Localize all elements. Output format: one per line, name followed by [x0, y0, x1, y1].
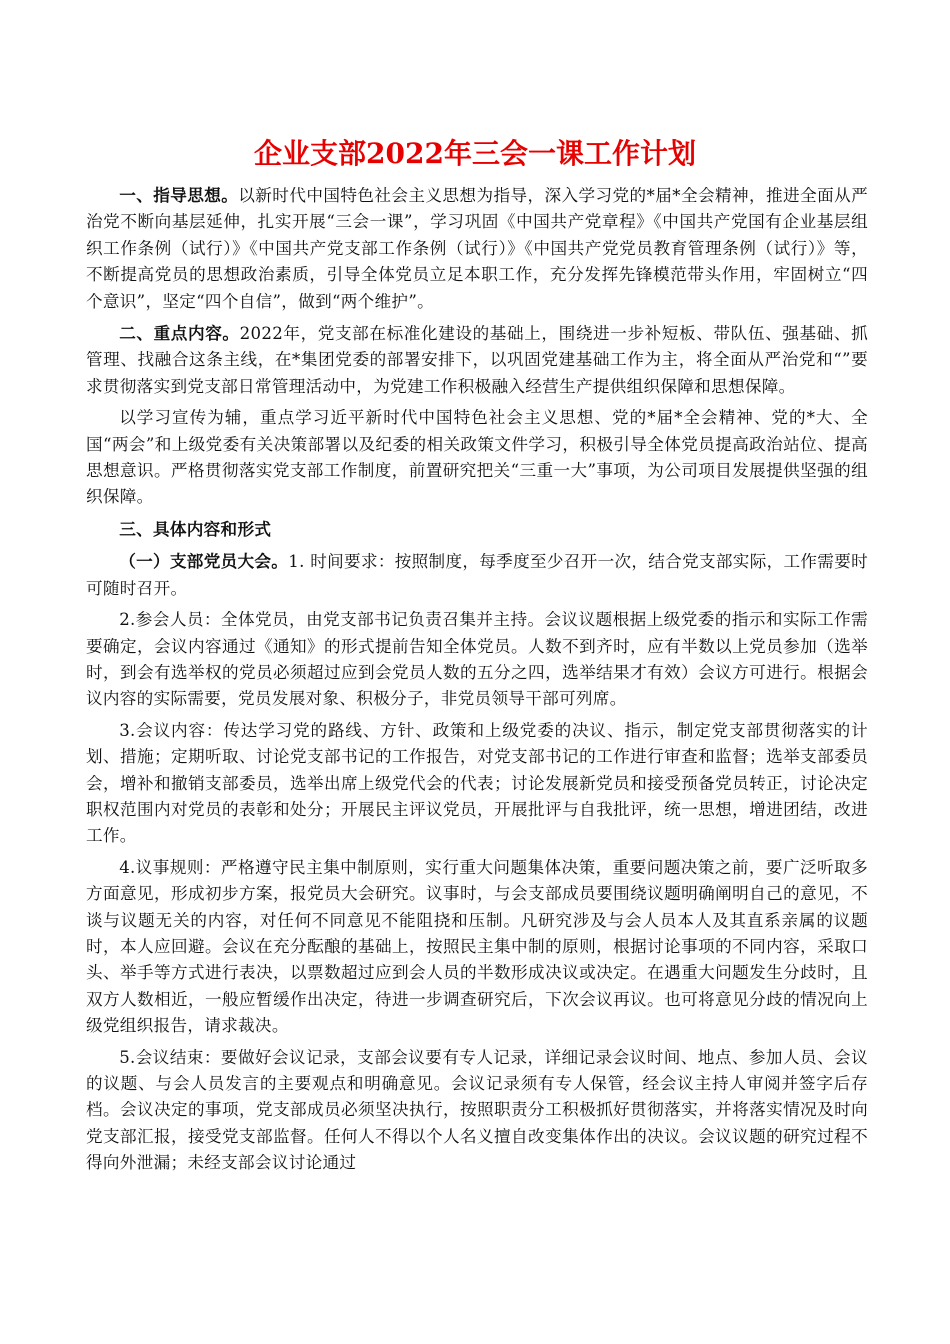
paragraph-party-meeting: [86, 548, 868, 602]
paragraph-meeting-end: [86, 1045, 868, 1177]
paragraph-specific-content: [86, 516, 868, 543]
paragraph-text: 1. 时间要求：按照制度，每季度至少召开一次，结合党支部实际，工作需要时可随时召开。: [86, 552, 869, 598]
paragraph-guiding-thought: [86, 182, 868, 315]
paragraph-text: 3.会议内容：传达学习党的路线、方针、政策和上级党委的决议、指示，制定党支部贯彻落实的计划、措施；定期听取、讨论党支部书记的工作报告，对党支部书记的工作进行审查和监督；选举支部委员会，增补和撤销支部委员，选举出席上级党代会的代表；讨论发展新党员和接受预备党员转正，讨论决定职权范围内对党员的表彰和处分；开展民主评议党员，开展批评与自我批评，统一思想，增进团结，改进工作。: [86, 720, 868, 846]
document-title: 企业支部2022年三会一课工作计划: [254, 137, 696, 170]
paragraph-attendees: [86, 607, 868, 713]
document-body: [86, 182, 868, 1182]
paragraph-meeting-content: [86, 718, 868, 850]
section-heading: 三、具体内容和形式: [119, 518, 272, 539]
section-heading: 一、指导思想。: [119, 185, 239, 205]
paragraph-text: 以新时代中国特色社会主义思想为指导，深入学习党的*届*全会精神，推进全面从严治党不断向基层延伸，扎实开展“三会一课”，学习巩固《中国共产党章程》《中国共产党国有企业基层组织工作条例（试行）》《中国共产党支部工作条例（试行）》《中国共产党党员教育管理条例（试行）》等，不断提高党员的思想政治素质，引导全体党员立足本职工作，充分发挥先锋模范带头作用，牢固树立“四个意识”，坚定“四个自信”，做到“两个维护”。: [86, 186, 868, 311]
paragraph-text: 4.议事规则：严格遵守民主集中制原则，实行重大问题集体决策，重要问题决策之前，要广泛听取多方面意见，形成初步方案，报党员大会研究。议事时，与会支部成员要围绕议题明确阐明自己的意见，不谈与议题无关的内容，对任何不同意见不能阻挠和压制。凡研究涉及与会人员本人及其直系亲属的议题时，本人应回避。会议在充分酝酿的基础上，按照民主集中制的原则，根据讨论事项的不同内容，采取口头、举手等方式进行表决，以票数超过应到会人员的半数形成决议或决定。在遇重大问题发生分歧时，且双方人数相近，一般应暂缓作出决定，待进一步调查研究后，下次会议再议。也可将意见分歧的情况向上级党组织报告，请求裁决。: [86, 857, 868, 1036]
section-heading: 二、重点内容。: [119, 323, 240, 344]
subsection-heading: （一）支部党员大会。: [119, 551, 289, 572]
paragraph-text: 以学习宣传为辅，重点学习近平新时代中国特色社会主义思想、党的*届*全会精神、党的*大、全国“两会”和上级党委有关决策部署以及纪委的相关政策文件学习，积极引导全体党员提高政治站位、提高思想意识。严格贯彻落实党支部工作制度，前置研究把关“三重一大”事项，为公司项目发展提供坚强的组织保障。: [86, 408, 868, 507]
paragraph-text: 5.会议结束：要做好会议记录，支部会议要有专人记录，详细记录会议时间、地点、参加人员、会议的议题、与会人员发言的主要观点和明确意见。会议记录须有专人保管，经会议主持人审阅并签字后存档。会议决定的事项，党支部成员必须坚决执行，按照职责分工积极抓好贯彻落实，并将落实情况及时向党支部汇报，接受党支部监督。任何人不得以个人名义擅自改变集体作出的决议。会议议题的研究过程不得向外泄漏；未经支部会议讨论通过: [86, 1047, 868, 1173]
paragraph-rules: [86, 855, 868, 1040]
paragraph-key-content: [86, 320, 868, 400]
paragraph-text: 2022年，党支部在标准化建设的基础上，围绕进一步补短板、带队伍、强基础、抓管理、找融合这条主线，在*集团党委的部署安排下，以巩固党建基础工作为主，将全面从严治党和“”要求贯彻落实到党支部日常管理活动中，为党建工作积极融入经营生产提供组织保障和思想保障。: [86, 324, 868, 396]
paragraph-text: 2.参会人员：全体党员，由党支部书记负责召集并主持。会议议题根据上级党委的指示和实际工作需要确定，会议内容通过《通知》的形式提前告知全体党员。人数不到齐时，应有半数以上党员参加（选举时，到会有选举权的党员必须超过应到会党员人数的五分之四，选举结果才有效）会议方可进行。根据会议内容的实际需要，党员发展对象、积极分子，非党员领导干部可列席。: [86, 610, 868, 709]
paragraph-study: [86, 405, 868, 511]
